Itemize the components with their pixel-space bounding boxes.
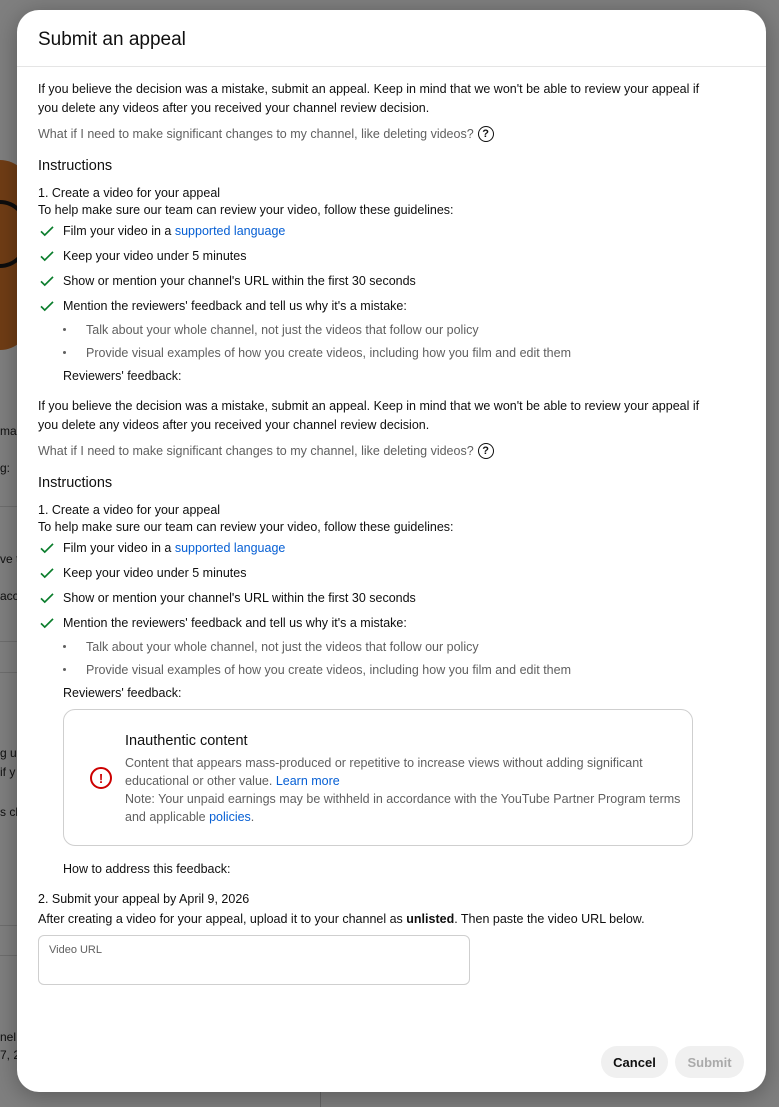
feedback-note-text: Note: Your unpaid earnings may be withheld in accordance with the YouTube Partner Program terms and applicable [125,792,681,824]
guideline-text: Show or mention your channel's URL within the first 30 seconds [63,590,416,605]
intro-line: you delete any videos after you received your channel review decision. [38,418,430,432]
guideline-item [38,243,738,268]
check-icon [38,589,56,607]
bullet-dot [63,351,66,354]
check-icon [38,272,56,290]
step1-title: 1. Create a video for your appeal [38,186,221,200]
supported-language-link[interactable]: supported language [174,540,286,555]
faq-row[interactable] [38,441,738,461]
guideline-text: Film your video in a [63,540,175,555]
bullet-item [38,341,738,364]
check-icon [38,247,56,265]
guideline-text: Mention the reviewers' feedback and tell us why it's a mistake: [63,298,407,313]
bullet-dot [63,645,66,648]
guideline-text: Keep your video under 5 minutes [63,248,247,263]
bullet-dot [63,328,66,331]
video-url-input[interactable] [38,935,470,985]
step2-subtitle [38,912,738,926]
step2-title: 2. Submit your appeal by April 9, 2026 [38,892,250,906]
guideline-item [38,268,738,293]
bullet-text: Provide visual examples of how you create videos, including how you film and edit them [86,345,571,360]
guideline-text: Show or mention your channel's URL within the first 30 seconds [63,273,416,288]
step1-subtitle: To help make sure our team can review your video, follow these guidelines: [38,520,454,534]
intro-line: If you believe the decision was a mistake, submit an appeal. Keep in mind that we won't be able to review your appeal if [38,399,700,413]
guideline-item [38,293,738,318]
feedback-card [63,709,693,846]
error-icon: ! [90,767,112,789]
intro-text [38,397,738,435]
bullet-text: Provide visual examples of how you create videos, including how you film and edit them [86,662,571,677]
bullet-item [38,658,738,681]
check-icon [38,297,56,315]
check-icon [38,614,56,632]
dialog-header [17,10,766,67]
bullet-text: Talk about your whole channel, not just the videos that follow our policy [86,639,479,654]
instructions-heading: Instructions [38,475,113,491]
step1-subtitle: To help make sure our team can review your video, follow these guidelines: [38,203,454,217]
appeal-dialog [17,10,766,1092]
intro-line: If you believe the decision was a mistake, submit an appeal. Keep in mind that we won't be able to review your appeal if [38,82,700,96]
bullet-item [38,318,738,341]
step1-title: 1. Create a video for your appeal [38,503,221,517]
faq-text: What if I need to make significant changes to my channel, like deleting videos? [38,127,474,141]
feedback-desc-text: Content that appears mass-produced or repetitive to increase views without adding significant educational or other value. [125,756,643,788]
intro-line: you delete any videos after you received your channel review decision. [38,101,430,115]
guideline-item [38,610,738,635]
faq-text: What if I need to make significant changes to my channel, like deleting videos? [38,444,474,458]
guideline-item [38,560,738,585]
how-to-address-label: How to address this feedback: [63,862,231,876]
video-url-label: Video URL [49,944,102,956]
bullet-dot [63,668,66,671]
dialog-title: Submit an appeal [38,29,186,50]
guideline-text: Film your video in a [63,223,175,238]
step2-text: After creating a video for your appeal, upload it to your channel as [38,912,407,926]
intro-text [38,80,738,118]
guideline-text: Mention the reviewers' feedback and tell us why it's a mistake: [63,615,407,630]
feedback-description [125,754,685,826]
dialog-body [38,80,738,985]
guideline-text: Keep your video under 5 minutes [63,565,247,580]
help-icon[interactable]: ? [478,126,494,142]
reviewers-feedback-label: Reviewers' feedback: [63,686,182,700]
check-icon [38,539,56,557]
unlisted-text: unlisted [406,912,455,926]
step2-text: . Then paste the video URL below. [454,912,645,926]
guideline-item [38,218,738,243]
instructions-heading: Instructions [38,158,113,174]
faq-row[interactable] [38,124,738,144]
check-icon [38,222,56,240]
help-icon[interactable]: ? [478,443,494,459]
reviewers-feedback-label: Reviewers' feedback: [63,369,182,383]
bullet-text: Talk about your whole channel, not just the videos that follow our policy [86,322,479,337]
feedback-period: . [250,810,255,824]
guideline-item [38,535,738,560]
cancel-button[interactable]: Cancel [601,1046,668,1078]
learn-more-link[interactable]: Learn more [275,774,340,788]
feedback-title: Inauthentic content [125,733,248,749]
supported-language-link[interactable]: supported language [174,223,286,238]
check-icon [38,564,56,582]
guideline-item [38,585,738,610]
bullet-item [38,635,738,658]
policies-link[interactable]: policies [209,810,251,824]
submit-button[interactable]: Submit [675,1046,744,1078]
